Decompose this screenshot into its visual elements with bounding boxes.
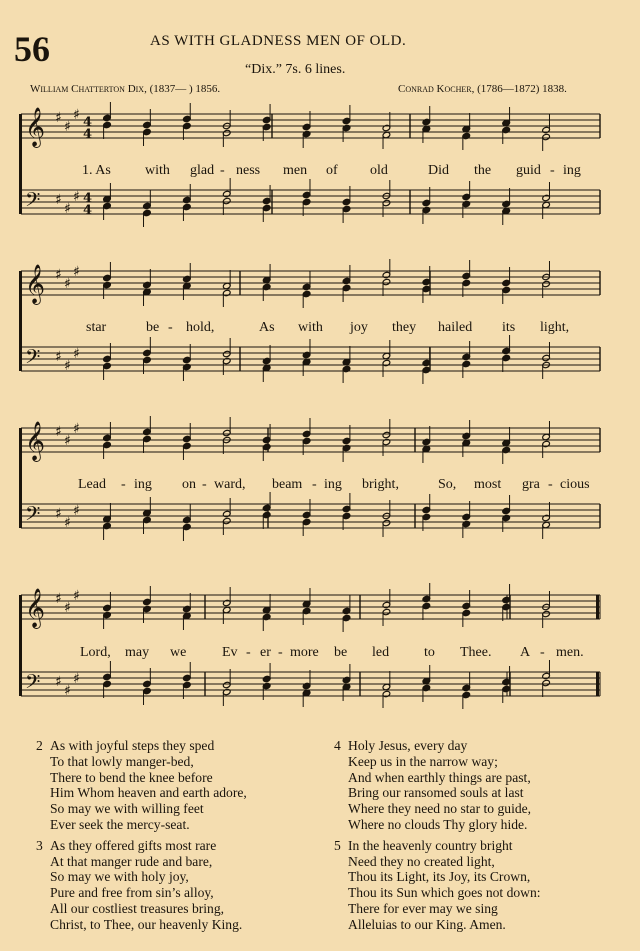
lyric-syllable: So, bbox=[438, 477, 457, 492]
verse-3 bbox=[36, 838, 247, 933]
lyric-syllable: Did bbox=[428, 163, 449, 178]
verse-line: All our costliest treasures bring, bbox=[50, 900, 225, 916]
lyric-syllable: with bbox=[298, 320, 323, 335]
time-signature-bottom: 4 bbox=[83, 127, 93, 142]
verse-line: Pure and free from sin’s alloy, bbox=[50, 885, 214, 901]
verse-line: Need they no created light, bbox=[348, 853, 495, 869]
system-bracket bbox=[19, 595, 22, 696]
verse-5 bbox=[334, 838, 541, 933]
score-staves bbox=[19, 102, 600, 709]
lyric-syllable: we bbox=[170, 645, 187, 660]
bass-clef-icon: 𝄢 bbox=[25, 188, 41, 216]
lyric-syllable: er bbox=[260, 645, 271, 660]
verse-number: 3 bbox=[36, 837, 43, 853]
lyric-syllable: men. bbox=[556, 645, 584, 660]
composer-credit: Conrad Kocher, (1786—1872) 1838. bbox=[398, 83, 567, 95]
lyric-syllable: its bbox=[502, 320, 516, 335]
time-signature-top: 4 bbox=[83, 115, 93, 130]
score-lyrics bbox=[78, 163, 590, 660]
treble-clef-icon: 𝄞 bbox=[25, 264, 46, 304]
lyric-syllable: - bbox=[278, 645, 283, 660]
lyric-syllable: A bbox=[520, 645, 531, 660]
lyric-syllable: - bbox=[202, 477, 207, 492]
lyric-syllable: with bbox=[145, 163, 170, 178]
sharp-icon: ♯ bbox=[73, 189, 80, 205]
sharp-icon: ♯ bbox=[55, 267, 62, 283]
final-bar-line bbox=[596, 595, 599, 619]
sharp-icon: ♯ bbox=[73, 503, 80, 519]
lyric-syllable: Lord, bbox=[80, 645, 111, 660]
lyric-syllable: glad bbox=[190, 163, 215, 178]
hymn-title: AS WITH GLADNESS MEN OF OLD. bbox=[150, 33, 407, 49]
treble-clef-icon: 𝄞 bbox=[25, 107, 46, 147]
treble-clef-icon: 𝄞 bbox=[25, 588, 46, 628]
final-bar-line bbox=[596, 672, 599, 696]
lyric-syllable: cious bbox=[560, 477, 590, 492]
sharp-icon: ♯ bbox=[73, 107, 80, 123]
bass-clef-icon: 𝄢 bbox=[25, 502, 41, 530]
lyric-syllable: Lead bbox=[78, 477, 106, 492]
lyric-syllable: ward, bbox=[214, 477, 246, 492]
sharp-icon: ♯ bbox=[73, 671, 80, 687]
lyric-syllable: joy bbox=[350, 320, 368, 335]
verse-line: 3 As they offered gifts most rare bbox=[36, 837, 217, 853]
sharp-icon: ♯ bbox=[64, 119, 71, 135]
verse-line: Ever seek the mercy-seat. bbox=[50, 816, 190, 832]
verse-line: Bring our ransomed souls at last bbox=[348, 785, 524, 801]
lyric-syllable: be bbox=[334, 645, 348, 660]
verse-line: Keep us in the narrow way; bbox=[348, 753, 498, 769]
sharp-icon: ♯ bbox=[55, 506, 62, 522]
verse-line: 2 As with joyful steps they sped bbox=[36, 738, 215, 753]
sharp-icon: ♯ bbox=[64, 358, 71, 374]
verse-line: Where no clouds Thy glory hide. bbox=[348, 816, 528, 832]
verse-4 bbox=[334, 738, 541, 833]
verse-line: So may we with holy joy, bbox=[50, 869, 189, 885]
verse-line: And when earthly things are past, bbox=[348, 769, 531, 785]
verse-line: Alleluias to our King. Amen. bbox=[348, 916, 506, 932]
lyric-syllable: - bbox=[220, 163, 225, 178]
time-signature-bottom: 4 bbox=[83, 203, 93, 218]
hymn-number: 56 bbox=[14, 29, 50, 69]
lyric-syllable: led bbox=[372, 645, 390, 660]
system-bracket bbox=[19, 114, 22, 214]
bass-clef-icon: 𝄢 bbox=[25, 345, 41, 373]
lyric-syllable: gra bbox=[522, 477, 540, 492]
lyric-syllable: ness bbox=[236, 163, 261, 178]
lyric-syllable: they bbox=[392, 320, 417, 335]
system-bracket bbox=[19, 428, 22, 528]
verse-line: 4 Holy Jesus, every day bbox=[334, 738, 468, 753]
lyric-syllable: guid bbox=[516, 163, 541, 178]
lyric-syllable: ing bbox=[563, 163, 581, 178]
lyric-syllable: 1. As bbox=[82, 163, 111, 178]
sharp-icon: ♯ bbox=[73, 264, 80, 280]
verse-number: 2 bbox=[36, 738, 43, 753]
verse-number: 5 bbox=[334, 837, 341, 853]
verse-line: Where they need no star to guide, bbox=[348, 801, 532, 817]
sharp-icon: ♯ bbox=[55, 591, 62, 607]
verse-line: So may we with willing feet bbox=[50, 801, 204, 817]
sharp-icon: ♯ bbox=[55, 349, 62, 365]
lyric-syllable: - bbox=[548, 477, 553, 492]
sharp-icon: ♯ bbox=[55, 110, 62, 126]
sharp-icon: ♯ bbox=[64, 433, 71, 449]
lyric-syllable: more bbox=[290, 645, 319, 660]
verse-line: Thou its Sun which goes not down: bbox=[348, 885, 541, 901]
verse-number: 4 bbox=[334, 738, 341, 753]
sharp-icon: ♯ bbox=[64, 276, 71, 292]
lyric-syllable: of bbox=[326, 163, 338, 178]
verse-line: To that lowly manger-bed, bbox=[50, 753, 194, 769]
verse-line: At that manger rude and bare, bbox=[50, 853, 213, 869]
lyric-syllable: hailed bbox=[438, 320, 473, 335]
sharp-icon: ♯ bbox=[73, 346, 80, 362]
sharp-icon: ♯ bbox=[73, 421, 80, 437]
sharp-icon: ♯ bbox=[55, 192, 62, 208]
system-bracket bbox=[19, 271, 22, 371]
tune-name: “Dix.” 7s. 6 lines. bbox=[245, 62, 346, 77]
lyric-syllable: most bbox=[474, 477, 502, 492]
sharp-icon: ♯ bbox=[73, 588, 80, 604]
bass-clef-icon: 𝄢 bbox=[25, 670, 41, 698]
verse-line: Christ, to Thee, our heavenly King. bbox=[50, 916, 243, 932]
lyric-syllable: Thee. bbox=[460, 645, 492, 660]
sharp-icon: ♯ bbox=[64, 683, 71, 699]
lyric-syllable: on bbox=[182, 477, 196, 492]
lyric-syllable: bright, bbox=[362, 477, 399, 492]
lyric-syllable: As bbox=[259, 320, 275, 335]
verse-line: Thou its Light, its Joy, its Crown, bbox=[348, 869, 531, 885]
lyric-syllable: the bbox=[474, 163, 492, 178]
sharp-icon: ♯ bbox=[55, 674, 62, 690]
time-signature-top: 4 bbox=[83, 191, 93, 206]
lyric-syllable: ing bbox=[134, 477, 152, 492]
sharp-icon: ♯ bbox=[64, 201, 71, 217]
sharp-icon: ♯ bbox=[55, 424, 62, 440]
lyric-syllable: may bbox=[125, 645, 150, 660]
verse-line: Him Whom heaven and earth adore, bbox=[50, 785, 247, 801]
lyric-syllable: beam bbox=[272, 477, 303, 492]
lyric-syllable: - bbox=[550, 163, 555, 178]
lyric-syllable: - bbox=[121, 477, 126, 492]
lyric-syllable: - bbox=[540, 645, 545, 660]
music-score bbox=[0, 100, 640, 730]
verse-line: There for ever may we sing bbox=[348, 900, 498, 916]
lyric-syllable: old bbox=[370, 163, 388, 178]
verse-line: There to bend the knee before bbox=[50, 769, 213, 785]
lyric-syllable: to bbox=[424, 645, 435, 660]
lyric-syllable: - bbox=[246, 645, 251, 660]
lyric-syllable: - bbox=[312, 477, 317, 492]
sharp-icon: ♯ bbox=[64, 600, 71, 616]
lyric-syllable: ing bbox=[324, 477, 342, 492]
lyric-syllable: be bbox=[146, 320, 160, 335]
lyric-syllable: men bbox=[283, 163, 308, 178]
lyric-syllable: star bbox=[86, 320, 107, 335]
treble-clef-icon: 𝄞 bbox=[25, 421, 46, 461]
verse-line: 5 In the heavenly country bright bbox=[334, 837, 513, 853]
lyric-syllable: hold, bbox=[186, 320, 215, 335]
sharp-icon: ♯ bbox=[64, 515, 71, 531]
verse-2 bbox=[36, 738, 247, 833]
verses-left-column bbox=[36, 738, 247, 938]
lyric-syllable: - bbox=[168, 320, 173, 335]
lyric-syllable: Ev bbox=[222, 645, 238, 660]
lyric-syllable: light, bbox=[540, 320, 570, 335]
verses-right-column bbox=[334, 738, 541, 938]
author-credit: William Chatterton Dix, (1837— ) 1856. bbox=[30, 83, 221, 95]
